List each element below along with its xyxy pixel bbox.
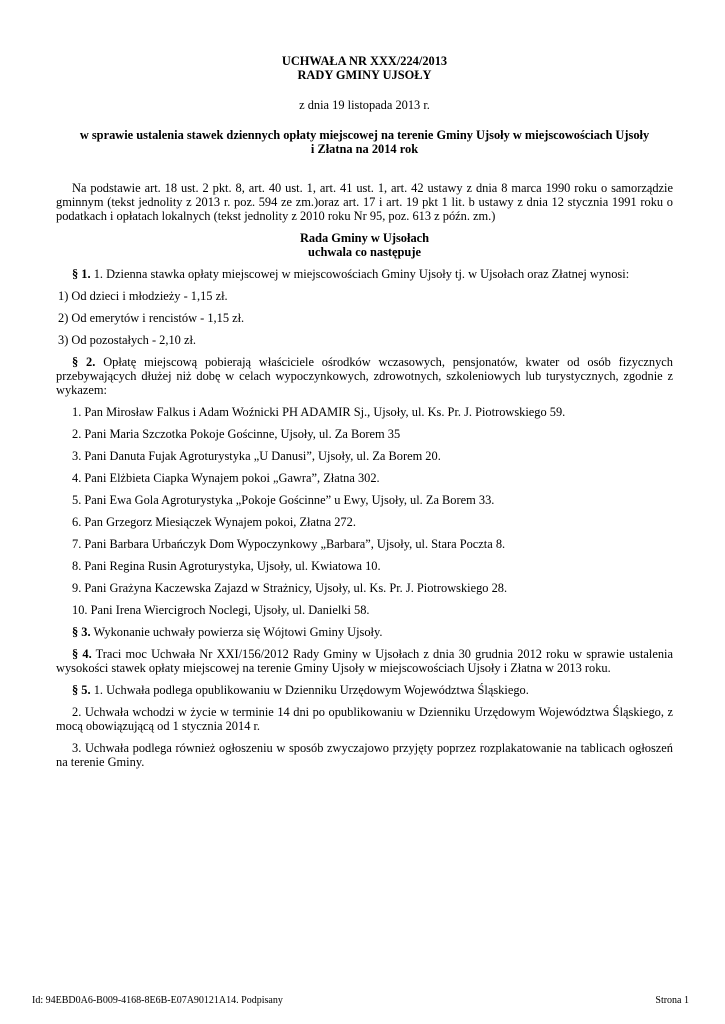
page-number: Strona 1 — [655, 995, 689, 1006]
paragraph-5 — [56, 683, 673, 697]
paragraph-3-text: Wykonanie uchwały powierza się Wójtowi Gminy Ujsoły. — [93, 625, 383, 639]
paragraph-2 — [56, 355, 673, 397]
collector-list-item: 1. Pan Mirosław Falkus i Adam Woźnicki PH ADAMIR Sj., Ujsoły, ul. Ks. Pr. J. Piotrowskiego 59. — [72, 405, 566, 419]
paragraph-2-text: Opłatę miejscową pobierają właściciele ośrodków wczasowych, pensjonatów, kwater od osób fizycznych przebywających dłużej niż dobę w celach wypoczynkowych, zdrowotnych, szkoleniowych lub turystycznych, zgodnie z wykazem: — [56, 355, 673, 397]
collector-list-item: 8. Pani Regina Rusin Agroturystyka, Ujsoły, ul. Kwiatowa 10. — [72, 559, 381, 573]
document-id-footer: Id: 94EBD0A6-B009-4168-8E6B-E07A90121A14. Podpisany — [32, 995, 283, 1006]
resolution-date: z dnia 19 listopada 2013 r. — [299, 98, 430, 112]
paragraph-4-text: Traci moc Uchwała Nr XXI/156/2012 Rady Gminy w Ujsołach z dnia 30 grudnia 2012 roku w sprawie ustalenia wysokości stawek opłaty miejscowej na terenie Gminy Ujsoły w miejscowościach Ujsoły i Złatna w 2013 roku. — [56, 647, 673, 675]
rate-item: 3) Od pozostałych - 2,10 zł. — [58, 333, 196, 347]
paragraph-3-mark: § 3. — [72, 625, 91, 639]
subject-line-2: i Złatna na 2014 rok — [310, 142, 419, 156]
paragraph-5-item-1: 1. Uchwała podlega opublikowaniu w Dzienniku Urzędowym Województwa Śląskiego. — [93, 683, 529, 697]
paragraph-5-item-2: 2. Uchwała wchodzi w życie w terminie 14 dni po opublikowaniu w Dzienniku Urzędowym Województwa Śląskiego, z mocą obowiązującą od 1 stycznia 2014 r. — [56, 705, 673, 733]
collector-list-item: 2. Pani Maria Szczotka Pokoje Gościnne, Ujsoły, ul. Za Borem 35 — [72, 427, 401, 441]
paragraph-4 — [56, 647, 673, 675]
rate-item: 1) Od dzieci i młodzieży - 1,15 zł. — [58, 289, 228, 303]
collector-list-item: 6. Pan Grzegorz Miesiączek Wynajem pokoi, Złatna 272. — [72, 515, 356, 529]
preamble: Na podstawie art. 18 ust. 2 pkt. 8, art. 40 ust. 1, art. 41 ust. 1, art. 42 ustawy z dnia 8 marca 1990 roku o samorządzie gminnym (tekst jednolity z 2013 r. poz. 594 ze zm.)oraz art. 17 i art. 19 pkt 1 lit. b ustawy z dnia 12 stycznia 1991 roku o podatkach i opłatach lokalnych (tekst jednolity z 2010 roku Nr 95, poz. 613 z późn. zm.) — [56, 181, 673, 223]
paragraph-3 — [56, 625, 673, 639]
collector-list-item: 5. Pani Ewa Gola Agroturystyka „Pokoje Gościnne” u Ewy, Ujsoły, ul. Za Borem 33. — [72, 493, 495, 507]
paragraph-1-mark: § 1. — [72, 267, 91, 281]
paragraph-5-item-3: 3. Uchwała podlega również ogłoszeniu w sposób zwyczajowo przyjęty poprzez rozplakatowanie na tablicach ogłoszeń na terenie Gminy. — [56, 741, 673, 769]
resolution-number: UCHWAŁA NR XXX/224/2013 — [281, 54, 448, 68]
council-resolves: uchwala co następuje — [308, 245, 421, 259]
collector-list-item: 9. Pani Grażyna Kaczewska Zajazd w Strażnicy, Ujsoły, ul. Ks. Pr. J. Piotrowskiego 28. — [72, 581, 508, 595]
paragraph-1-text: 1. Dzienna stawka opłaty miejscowej w miejscowościach Gminy Ujsoły tj. w Ujsołach oraz Złatnej wynosi: — [93, 267, 630, 281]
council-name: RADY GMINY UJSOŁY — [297, 68, 432, 82]
paragraph-2-mark: § 2. — [72, 355, 96, 369]
rate-item: 2) Od emerytów i rencistów - 1,15 zł. — [58, 311, 245, 325]
collector-list-item: 10. Pani Irena Wiercigroch Noclegi, Ujsoły, ul. Danielki 58. — [72, 603, 370, 617]
paragraph-5-mark: § 5. — [72, 683, 91, 697]
paragraph-1 — [56, 267, 673, 281]
collector-list-item: 7. Pani Barbara Urbańczyk Dom Wypoczynkowy „Barbara”, Ujsoły, ul. Stara Poczta 8. — [72, 537, 506, 551]
paragraph-4-mark: § 4. — [72, 647, 92, 661]
document-body — [56, 54, 673, 769]
council-heading: Rada Gminy w Ujsołach — [299, 231, 430, 245]
subject-line-1: w sprawie ustalenia stawek dziennych opłaty miejscowej na terenie Gminy Ujsoły w miejscowościach Ujsoły — [79, 128, 650, 142]
collector-list-item: 4. Pani Elżbieta Ciapka Wynajem pokoi „Gawra”, Złatna 302. — [72, 471, 380, 485]
collector-list-item: 3. Pani Danuta Fujak Agroturystyka „U Danusi”, Ujsoły, ul. Za Borem 20. — [72, 449, 441, 463]
